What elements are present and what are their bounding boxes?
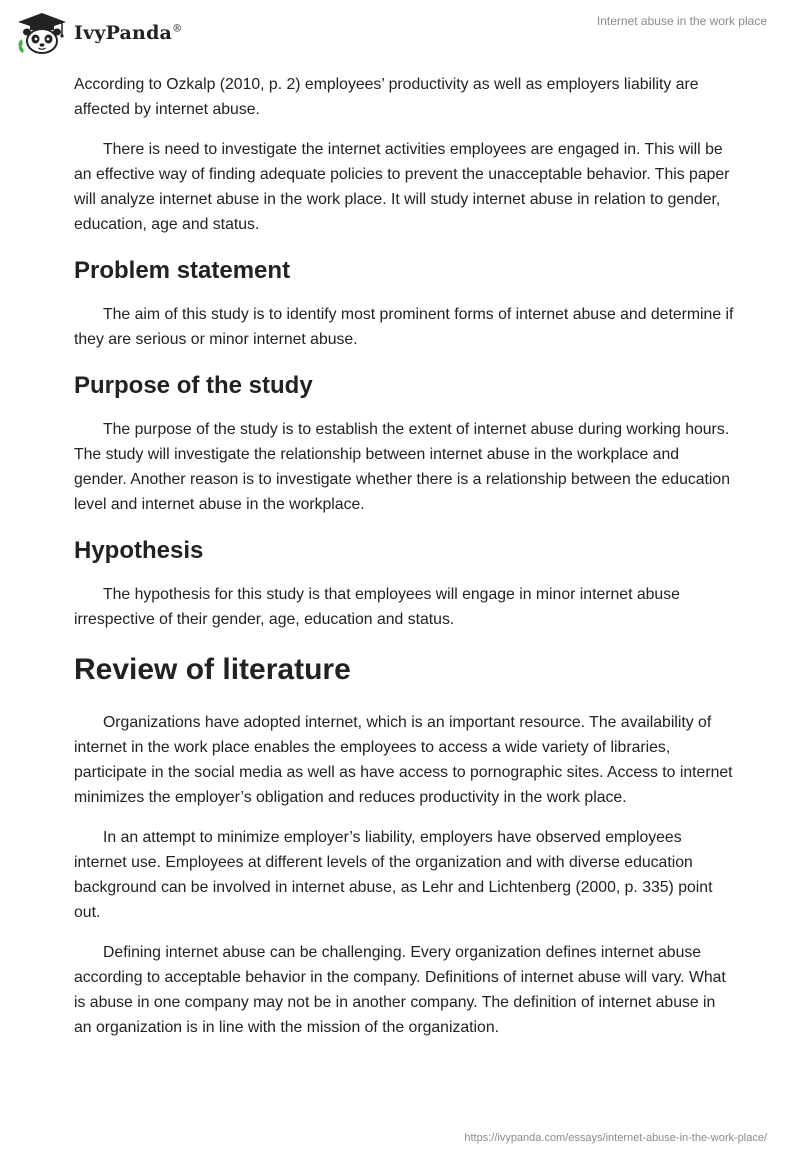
section-heading-problem-statement: Problem statement — [74, 257, 291, 284]
paragraph: The aim of this study is to identify most prominent forms of internet abuse and determine if they are serious or minor internet abuse. — [74, 306, 734, 348]
essay-body — [74, 70, 734, 1040]
paragraph: The hypothesis for this study is that employees will engage in minor internet abuse irrespective of their gender, age, education and status. — [74, 586, 680, 628]
document-title: Internet abuse in the work place — [596, 14, 767, 28]
section-heading-hypothesis: Hypothesis — [74, 537, 204, 564]
paragraph: Organizations have adopted internet, which is an important resource. The availability of internet in the work place enables the employees to access a wide variety of libraries, participate in the social media as well as have access to pornographic sites. Access to internet minimizes the employer’s obligation and reduces productivity in the work place. — [74, 714, 733, 806]
ivypanda-logo[interactable] — [14, 8, 184, 58]
paragraph: The purpose of the study is to establish the extent of internet abuse during working hours. The study will investigate the relationship between internet abuse in the workplace and gender. Another reason is to investigate whether there is a relationship between the education level and internet abuse in the workplace. — [74, 421, 731, 513]
section-heading-review-of-literature: Review of literature — [74, 653, 351, 686]
panda-graduate-icon — [14, 11, 70, 55]
source-url[interactable]: https://ivypanda.com/essays/internet-abuse-in-the-work-place/ — [464, 1132, 767, 1144]
paragraph: Defining internet abuse can be challenging. Every organization defines internet abuse according to acceptable behavior in the company. Definitions of internet abuse will vary. What is abuse in one company may not be in another company. The definition of internet abuse in an organization is in line with the mission of the organization. — [74, 944, 726, 1036]
section-heading-purpose: Purpose of the study — [74, 372, 313, 399]
paragraph: There is need to investigate the internet activities employees are engaged in. This will be an effective way of finding adequate policies to prevent the unacceptable behavior. This paper will analyze internet abuse in the work place. It will study internet abuse in relation to gender, education, age and status. — [74, 141, 730, 233]
paragraph: In an attempt to minimize employer’s liability, employers have observed employees internet use. Employees at different levels of the organization and with diverse education background can be involved in internet abuse, as Lehr and Lichtenberg (2000, p. 335) point out. — [74, 829, 713, 921]
logo-wordmark: IvyPanda® — [74, 22, 183, 44]
paragraph: According to Ozkalp (2010, p. 2) employees’ productivity as well as employers liability are affected by internet abuse. — [74, 76, 699, 118]
page-header — [0, 0, 800, 70]
